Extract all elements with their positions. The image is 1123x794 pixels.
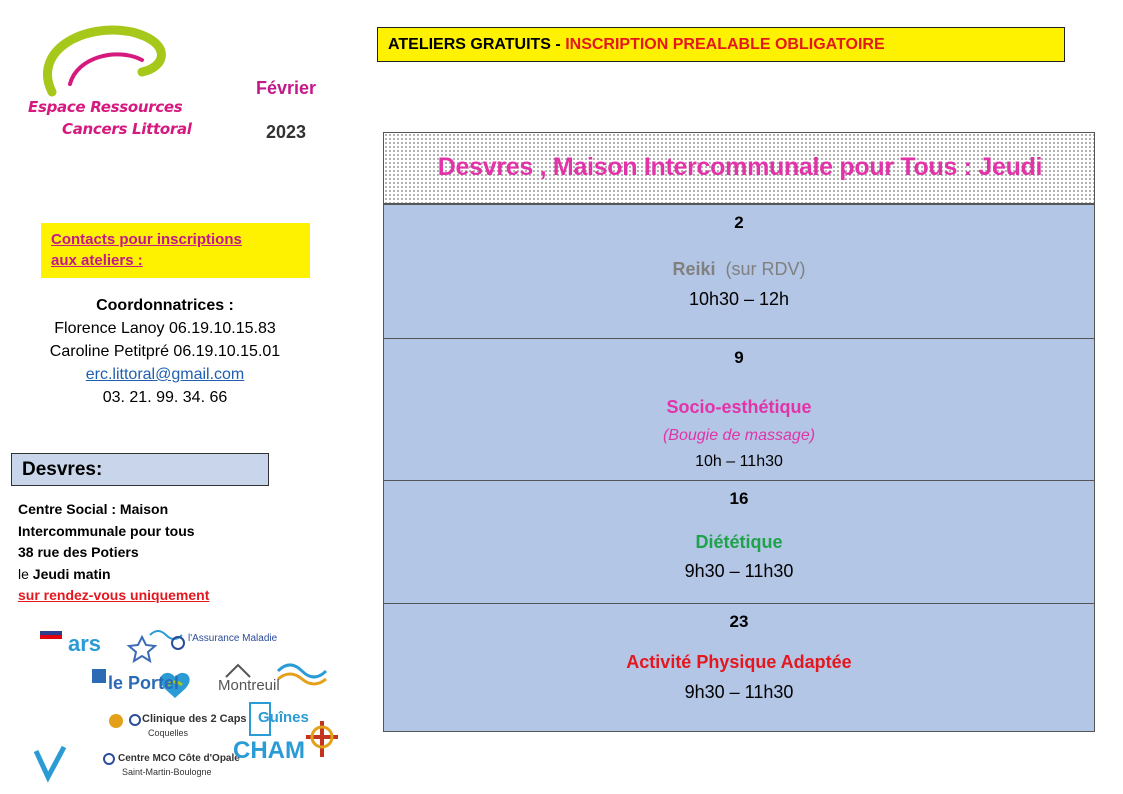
coordinator-caroline: Caroline Petitpré 06.19.10.15.01 xyxy=(49,343,281,360)
cham-logo: CHAM xyxy=(233,737,305,764)
address-line3: 38 rue des Potiers xyxy=(18,544,139,560)
logo-text-line2: Cancers Littoral xyxy=(62,120,192,138)
schedule-header xyxy=(383,132,1095,204)
schedule-row-2 xyxy=(383,204,1095,339)
appointment-only-note: sur rendez-vous uniquement xyxy=(18,587,210,603)
ars-logo: ars xyxy=(68,631,102,656)
contacts-heading-line2: aux ateliers : xyxy=(51,252,143,269)
row-time: 9h30 – 11h30 xyxy=(684,561,794,581)
city-heading: Desvres: xyxy=(11,453,269,486)
saint-martin-label: Saint-Martin-Boulogne xyxy=(122,767,212,777)
row-activity: Reiki xyxy=(672,259,716,279)
montreuil-logo: Montreuil xyxy=(218,677,280,694)
schedule-row-23 xyxy=(383,603,1095,732)
row-time: 9h30 – 11h30 xyxy=(684,682,794,702)
address-block xyxy=(18,499,308,607)
free-workshops-banner xyxy=(377,27,1065,62)
coquelles-label: Coquelles xyxy=(148,728,189,738)
schedule-table xyxy=(383,132,1095,732)
contacts-heading-box xyxy=(41,223,310,278)
banner-registration-text: INSCRIPTION PREALABLE OBLIGATOIRE xyxy=(565,36,885,53)
clinique-2-caps-logo: Clinique des 2 Caps xyxy=(142,713,247,725)
row-day: 16 xyxy=(729,489,749,508)
schedule-row-9 xyxy=(383,338,1095,481)
coordinator-florence: Florence Lanoy 06.19.10.15.83 xyxy=(54,320,276,337)
row-note: (Bougie de massage) xyxy=(662,427,816,444)
schedule-row-16 xyxy=(383,480,1095,604)
address-line4-prefix: le xyxy=(18,565,33,582)
banner-free-text: ATELIERS GRATUITS - xyxy=(388,36,566,53)
logo-text-line1: Espace Ressources xyxy=(28,98,183,116)
row-day: 2 xyxy=(734,213,744,232)
row-note: (sur RDV) xyxy=(725,259,806,279)
row-time: 10h – 11h30 xyxy=(695,453,783,470)
row-activity: Socio-esthétique xyxy=(666,397,812,417)
row-activity: Diététique xyxy=(695,532,783,552)
coordinators-block xyxy=(20,294,310,409)
email-link[interactable]: erc.littoral@gmail.com xyxy=(85,366,245,383)
year-label: 2023 xyxy=(265,122,307,142)
row-day: 23 xyxy=(729,612,749,631)
erc-logo xyxy=(22,22,202,152)
contacts-heading-line1: Contacts pour inscriptions xyxy=(51,231,242,248)
row-day: 9 xyxy=(734,348,744,367)
address-line2: Intercommunale pour tous xyxy=(18,522,195,539)
address-line4 xyxy=(18,564,308,586)
month-label: Février xyxy=(255,78,317,98)
le-portel-logo: le Portel xyxy=(108,673,180,693)
assurance-maladie-logo: l'Assurance Maladie xyxy=(188,633,278,644)
partner-logos xyxy=(30,625,360,785)
coordinators-title: Coordonnatrices : xyxy=(96,297,234,314)
guines-logo: Guînes xyxy=(258,709,309,726)
row-time: 10h30 – 12h xyxy=(688,289,790,309)
schedule-title: Desvres , Maison Intercommunale pour Tous : Jeudi xyxy=(437,153,1043,181)
centre-mco-logo: Centre MCO Côte d'Opale xyxy=(118,753,240,764)
address-line4-day: Jeudi matin xyxy=(32,565,111,582)
row-activity: Activité Physique Adaptée xyxy=(626,652,852,672)
phone-number: 03. 21. 99. 34. 66 xyxy=(102,389,228,406)
row-activity-line xyxy=(384,259,1094,280)
address-line1: Centre Social : Maison xyxy=(18,501,169,517)
